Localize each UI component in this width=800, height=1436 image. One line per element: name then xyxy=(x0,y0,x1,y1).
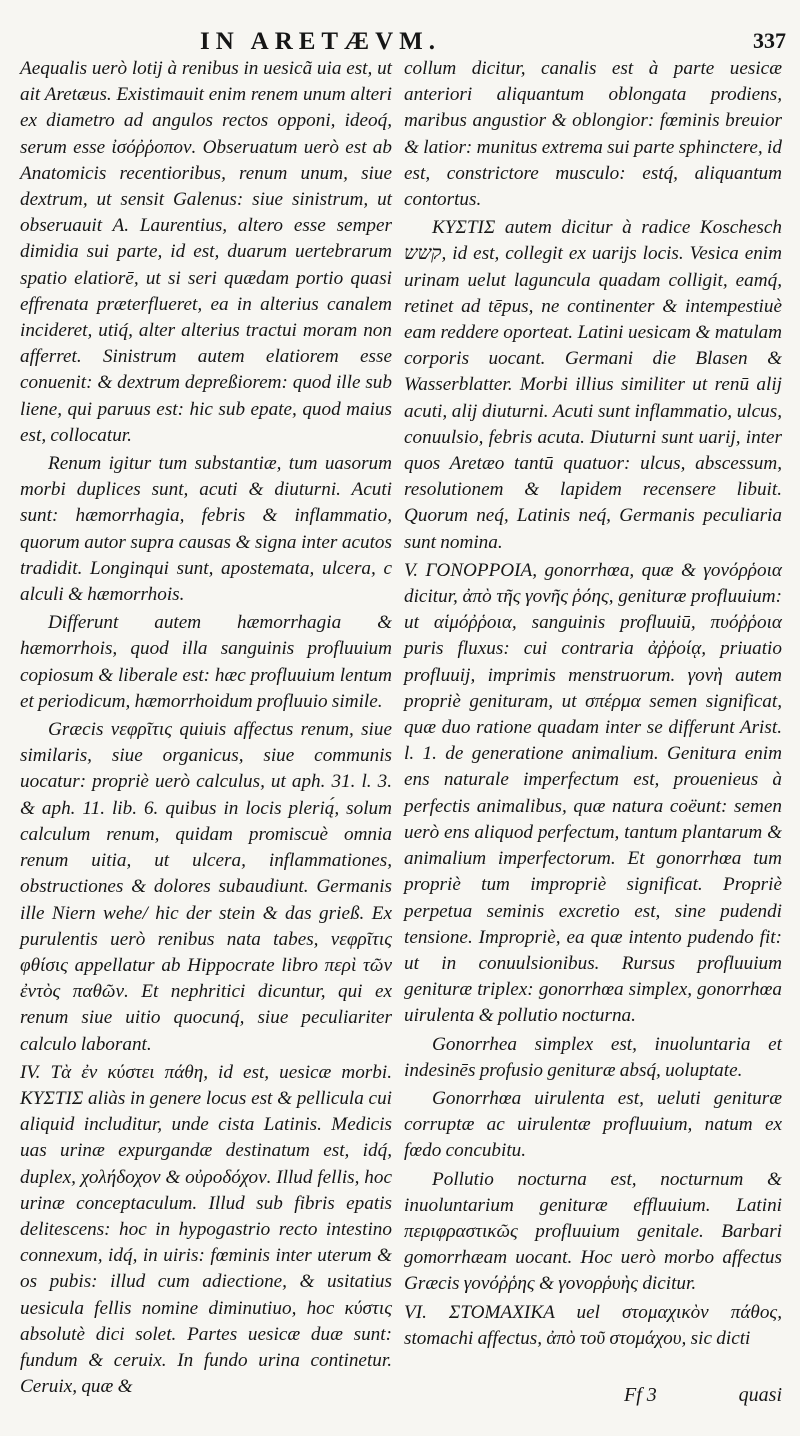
paragraph: V. ΓΟΝΟΡΡΟΙΑ, gonorrhœa, quæ & γονόρῥοια dicitur, ἀπὸ τῆς γονῆς ῥόης, genituræ profluuium: ut αἱμόῤῥοια, sanguinis profluuiū, πυόῤῥοια puris fluxus: cui contraria ἀῤῥοίᾳ, priuatio profluuij, imprimis menstruorum. γονὴ autem propriè genituram, ut σπέρμα semen significat, quæ duo ratione quadam inter se differunt Arist. l. 1. de generatione animalium. Genitura enim ens naturale imperfectum est, prouenieus à perfectis animalibus, quæ natura coëunt: semen uerò ens aliquod perfectum, tantum plantarum & animalium imperfectorum. Et gonorrhœa tum propriè tum impropriè significat. Propriè perpetua seminis excretio est, sine pudendi tensione. Impropriè, ea quæ intento pudendo fit: ut in conuulsionibus. Rursus profluuium genituræ triplex: gonorrhœa simplex, gonorrhœa uirulenta & pollutio nocturna. xyxy=(404,559,782,1027)
right-column xyxy=(404,56,782,1352)
paragraph: IV. Τὰ ἐν κύστει πάθη, id est, uesicæ morbi. ΚΥΣΤΙΣ aliàs in genere locus est & pellicula cui aliquid includitur, unde cista Latinis. Medicis uas urinæ expurgandæ destinatum est, idq́, duplex, χολήδοχον & οὐροδόχον. Illud fellis, hoc urinæ conceptaculum. Illud sub fibris epatis delitescens: hoc in hypogastrio recto intestino connexum, idq́, in uiris: fœminis inter uterum & os pubis: illud cum adiectione, & usitatius uesicula fellis nomine diminutiuo, hoc κύστις absolutè dici solet. Partes uesicæ duæ sunt: fundum & ceruix. In fundo urina continetur. Ceruix, quæ & xyxy=(20,1061,392,1398)
paragraph: Differunt autem hæmorrhagia & hæmorrhois, quod illa sanguinis profluuium copiosum & liberale est: hæc profluuium lentum et periodicum, hæmorrhoidum profluuio simile. xyxy=(20,612,392,712)
left-column xyxy=(20,56,392,1400)
page-footer xyxy=(404,1384,782,1424)
paragraph: collum dicitur, canalis est à parte uesicæ anteriori aliquantum oblongata prodiens, maribus angustior & oblongior: fœminis breuior & latior: munitus extrema sui parte sphinctere, id est, constrictore musculo: estq́, aliquantum contortus. xyxy=(404,58,782,211)
paragraph: Gonorrhea simplex est, inuoluntaria et indesinēs profusio genituræ absq́, uoluptate. xyxy=(404,1033,782,1081)
paragraph: Gonorrhœa uirulenta est, ueluti genituræ corruptæ ac uirulentæ profluuium, natum ex fœdo concubitu. xyxy=(404,1087,782,1162)
paragraph: Pollutio nocturna est, nocturnum & inuoluntarium genituræ effluuium. Latini περιφραστικῶς profluuium genitale. Barbari gomorrhæam uocant. Hoc uerò morbo affectus Græcis γονόῤῥης & γονορῥυὴς dicitur. xyxy=(404,1168,782,1295)
page-number: 337 xyxy=(753,28,786,53)
paragraph: ΚΥΣΤΙΣ autem dicitur à radice Koschesch קשש, id est, collegit ex uarijs locis. Vesica enim urinam uelut laguncula quadam colligit, eamq́, retinet ad tēpus, ne continenter & intempestiuè eam reddere oporteat. Latini uesicam & matulam corporis uocant. Germani die Blasen & Wasserblatter. Morbi illius similiter ut renū alij acuti, alij diuturni. Acuti sunt inflammatio, ulcus, conuulsio, febris acuta. Diuturni sunt uarij, inter quos Aretæo tantū quatuor: ulcus, abscessum, resolutionem & lapidem recensere libuit. Quorum neq́, Latinis neq́, Germanis peculiaria sunt nomina. xyxy=(404,217,782,553)
catchword: quasi xyxy=(738,1384,782,1406)
paragraph: Renum igitur tum substantiæ, tum uasorum morbi duplices sunt, acuti & diuturni. Acuti sunt: hæmorrhagia, febris & inflammatio, quorum autor supra causas & signa inter acutos tradidit. Longinqui sunt, apostemata, ulcera, c alculi & hæmorrhois. xyxy=(20,453,392,606)
paragraph: Græcis νεφρῖτις quiuis affectus renum, siue similaris, siue organicus, siue communis uocatur: propriè uerò calculus, ut aph. 31. l. 3. & aph. 11. lib. 6. quibus in locis plerią́, solum calculum renum, quidam promiscuè omnia renum uitia, ut ulcera, inflammationes, obstructiones & dolores subaudiunt. Germanis ille Niern wehe/ hic der stein & das grieß. Ex purulentis uerò renibus nata tabes, νεφρῖτις φθίσις appellatur ab Hippocrate libro περὶ τῶν ἐντὸς παθῶν. Et nephritici dicuntur, qui ex renum siue uitio quocunq́, siue peculiariter calculo laborant. xyxy=(20,719,392,1055)
paragraph: Aequalis uerò lotij à renibus in uesicã uia est, ut ait Aretæus. Existimauit enim renem unum alteri ex diametro ad angulos rectos opponi, ideoq́, serum esse ἰσόῤῥοπον. Obseruatum uerò est ab Anatomicis recentioribus, renum unum, siue dextrum, ut sensit Galenus: siue sinistrum, ut obseruauit A. Laurentius, altero esse semper dimidia sui parte, id est, duarum uertebrarum spatio elatiorē, ut si seri quædam portio quasi effrenata præterflueret, ea in alterius canalem incideret, utiq́, alter alterius tractui moram non afferret. Sinistrum autem elatiorem esse conuenit: & dextrum depreßiorem: quod ille sub liene, qui paruus est: hic sub epate, quod maius est, collocatur. xyxy=(20,58,392,446)
signature-mark: Ff 3 xyxy=(624,1384,657,1406)
running-title: IN ARETÆVM. xyxy=(200,28,442,55)
paragraph: VI. ΣΤΟΜΑΧΙΚΑ uel στομαχικὸν πάθος, stomachi affectus, ἀπὸ τοῦ στομάχου, sic dicti xyxy=(404,1301,782,1349)
